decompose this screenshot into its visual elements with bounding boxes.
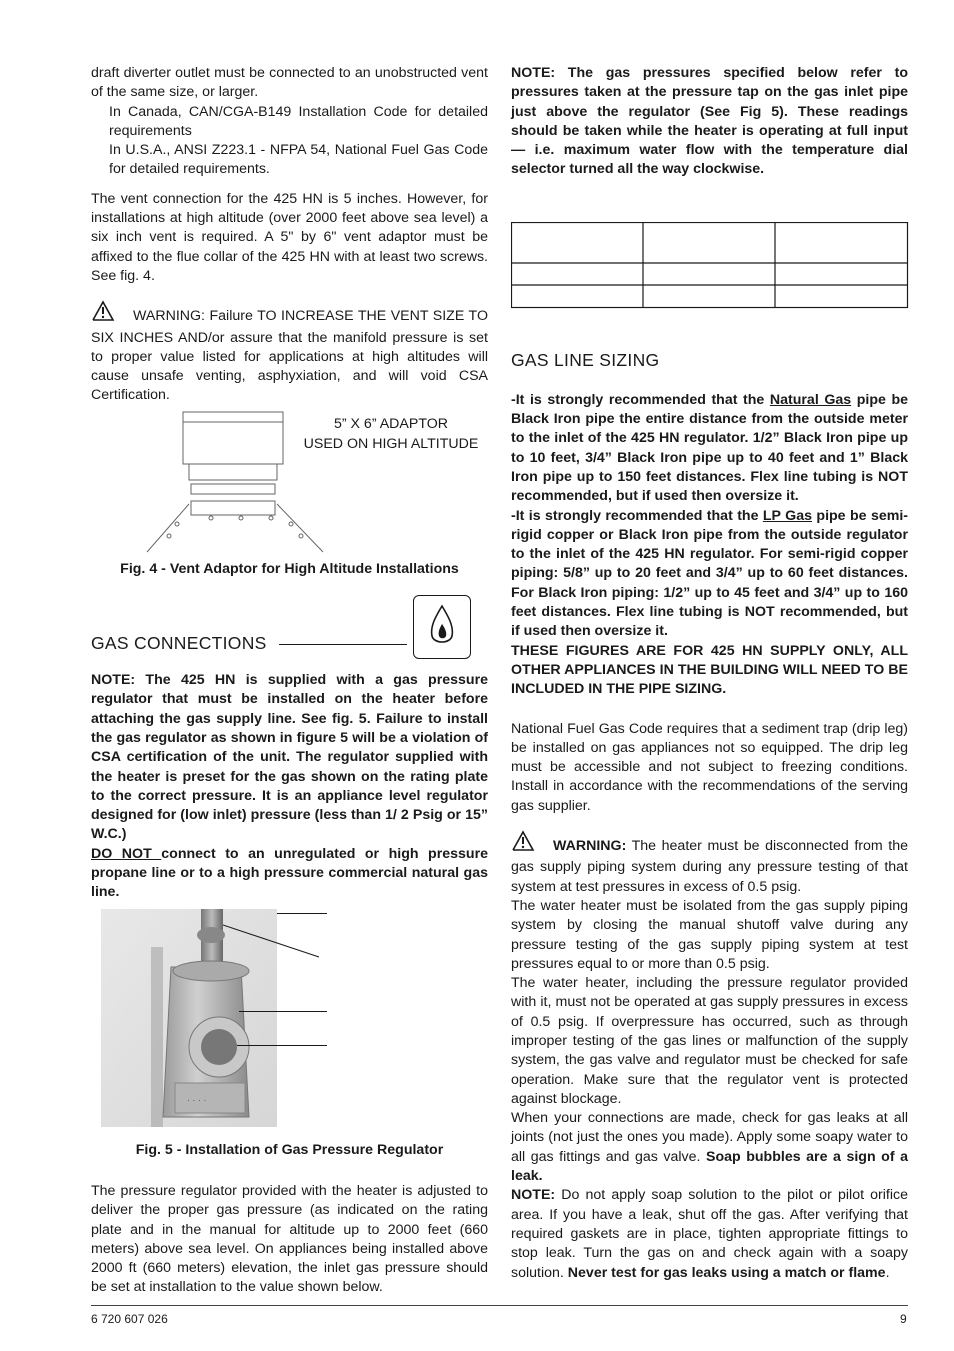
testing-warning xyxy=(511,830,908,897)
soap-bubbles-text: Soap bubbles are a sign of a leak. xyxy=(511,1148,908,1185)
warning-label: WARNING xyxy=(133,308,202,325)
callout-line-1 xyxy=(277,913,327,914)
gas-connections-header xyxy=(91,595,488,663)
do-not-text: connect to an unregulated or high pressure propane line or to a high pressure commercial natural gas line. xyxy=(91,845,488,901)
gas-connections-heading: GAS CONNECTIONS xyxy=(91,633,267,654)
lp-gas-term: LP Gas xyxy=(762,507,812,524)
document-number: 6 720 607 026 xyxy=(91,1312,168,1326)
lp-gas-recommendation xyxy=(511,507,908,642)
natural-gas-recommendation xyxy=(511,391,908,507)
footer-rule xyxy=(91,1305,908,1306)
svg-text:· · · ·: · · · · xyxy=(187,1094,207,1105)
do-not-label: DO NOT xyxy=(91,845,162,862)
match-warning-text: Never test for gas leaks using a match or flame xyxy=(567,1264,886,1281)
leak-check-paragraph xyxy=(511,1109,908,1186)
supply-only-note: THESE FIGURES ARE FOR 425 HN SUPPLY ONLY, ALL OTHER APPLIANCES IN THE BUILDING WILL NEED TO BE INCLUDED IN THE PIPE SIZING. xyxy=(511,642,908,698)
callout-line-2 xyxy=(223,923,323,963)
note-label: NOTE: xyxy=(511,1187,556,1204)
intro-text: draft diverter outlet must be connected to an unobstructed vent of the same size, or larger. xyxy=(91,65,488,101)
warning-icon xyxy=(511,830,547,858)
fig5-caption: Fig. 5 - Installation of Gas Pressure Regulator xyxy=(135,1141,444,1158)
warning-label: WARNING: xyxy=(553,838,627,855)
warning-text: The heater must be disconnected from the gas supply piping system during any pressure testing of that system at test pressures in excess of 0.5 psig. xyxy=(511,838,908,895)
warning-text: : Failure TO INCREASE THE VENT SIZE TO SIX INCHES AND/or assure that the manifold pressure is set to proper value listed for applications at high altitudes will cause unsafe venting, asphyxiation, and will void CSA Certification. xyxy=(91,308,488,404)
pressure-note: NOTE: The gas pressures specified below refer to pressures taken at the pressure tap on the gas inlet pipe just above the regulator (See Fig 5). These readings should be taken while the heater is operating at full input — i.e. maximum water flow with the temperature dial selector turned all the way clockwise. xyxy=(511,65,908,178)
pilot-note-paragraph xyxy=(511,1186,908,1282)
ng-text-start: -It is strongly recommended that the xyxy=(511,391,770,408)
warning-icon xyxy=(91,300,127,328)
natural-gas-term: Natural Gas xyxy=(769,391,852,408)
callout-line-3 xyxy=(239,1011,327,1012)
regulator-paragraph: The pressure regulator provided with the heater is adjusted to deliver the proper gas pressure (as indicated on the rating plate and in the manual for altitude up to 2000 feet (660 meters) above sea level. On appliances being installed above 2000 ft (660 meters) elevation, the inlet gas pressure should be set at installation to the value shown below. xyxy=(91,1182,488,1296)
pressure-table xyxy=(511,222,908,308)
lp-text-end: pipe be semi-rigid copper or Black Iron pipe from the outside regulator to the inlet of the 425 HN regulator. For semi-rigid copper piping: 5/8” up to 20 feet and 3/4” up to 60 feet distances. For Black Iron piping: 1/2” up to 45 feet and 3/4” up to 160 feet distances. Flex line tubing is NOT recommended, but if used then oversize it. xyxy=(511,507,909,640)
gas-line-sizing-heading: GAS LINE SIZING xyxy=(511,349,660,370)
canada-code: In Canada, CAN/CGA-B149 Installation Code for detailed requirements xyxy=(109,103,488,139)
leak-check-text: When your connections are made, check for gas leaks at all joints (not just the ones you made). Apply some soapy water to all gas fittings and gas valve. xyxy=(511,1110,908,1165)
flame-icon xyxy=(413,595,471,659)
left-column xyxy=(91,64,488,1298)
overpressure-paragraph: The water heater, including the pressure regulator provided with it, must not be operated at gas supply pressures in excess of 0.5 psig. If overpressure has occurred, such as through improper testing of the gas lines or malfunction of the supply system, the gas valve and regulator must be checked for safe operation. Make sure that the regulator vent is protected against blockage. xyxy=(511,975,908,1107)
note-end: . xyxy=(885,1264,890,1281)
do-not-connect xyxy=(91,845,488,903)
vent-paragraph: The vent connection for the 425 HN is 5 inches. However, for installations at high altitude (over 2000 feet above sea level) a six inch vent is required. A 5" by 6" vent adaptor must be affixed to the flue collar of the 425 HN with at least two screws. See fig. 4. xyxy=(91,190,488,284)
fig5-regulator-photo xyxy=(91,907,488,1129)
fig4-vent-adaptor xyxy=(91,406,488,556)
fig4-caption: Fig. 4 - Vent Adaptor for High Altitude Installations xyxy=(120,560,459,577)
sediment-trap-paragraph: National Fuel Gas Code requires that a sediment trap (drip leg) be installed on gas appliances not so equipped. The drip leg must be accessible and not subject to freezing conditions. Install in accordance with the recommendations of the serving gas supplier. xyxy=(511,720,908,814)
isolation-paragraph: The water heater must be isolated from the gas supply piping system by closing the manual shutoff valve during any pressure testing of the gas supply piping system at test pressures equal to or more than 0.5 psig. xyxy=(511,897,908,972)
pilot-note-text: Do not apply soap solution to the pilot or pilot orifice area. If you have a leak, shut off the gas. After verifying that required gaskets are in place, tighten appropriate fittings to stop leak. Turn the gas on and check again with a soapy solution. xyxy=(511,1187,908,1281)
vent-warning xyxy=(91,300,488,405)
heading-rule xyxy=(279,644,407,645)
pressure-table-grid xyxy=(511,222,909,309)
right-column xyxy=(511,64,908,1283)
fig4-label-line2: USED ON HIGH ALTITUDE xyxy=(303,435,479,452)
regulator-note: NOTE: The 425 HN is supplied with a gas pressure regulator that must be installed on the heater before attaching the gas supply line. See fig. 5. Failure to install the gas regulator as shown in figure 5 will be a violation of CSA certification of the unit. The regulator supplied with the heater is preset for the gas shown on the rating plate to the correct pressure. It is an appliance level regulator designed for (low inlet) pressure (less than 1/ 2 Psig or 15” W.C.) xyxy=(91,672,488,843)
callout-line-4 xyxy=(237,1045,327,1046)
lp-text-start: -It is strongly recommended that the xyxy=(511,507,763,524)
page-number: 9 xyxy=(900,1312,907,1326)
fig4-label-line1: 5” X 6” ADAPTOR xyxy=(333,415,449,432)
usa-code: In U.S.A., ANSI Z223.1 - NFPA 54, National Fuel Gas Code for detailed requirements. xyxy=(109,142,488,178)
ng-text-end: pipe be Black Iron pipe the entire distance from the outside meter to the inlet of the 425 HN regulator. 1/2” Black Iron pipe up to 10 feet, 3/4” Black Iron pipe up to 40 feet and 1” Black Iron pipe up to 150 feet distances. Flex line tubing is NOT recommended, but if used then oversize it. xyxy=(511,391,908,505)
